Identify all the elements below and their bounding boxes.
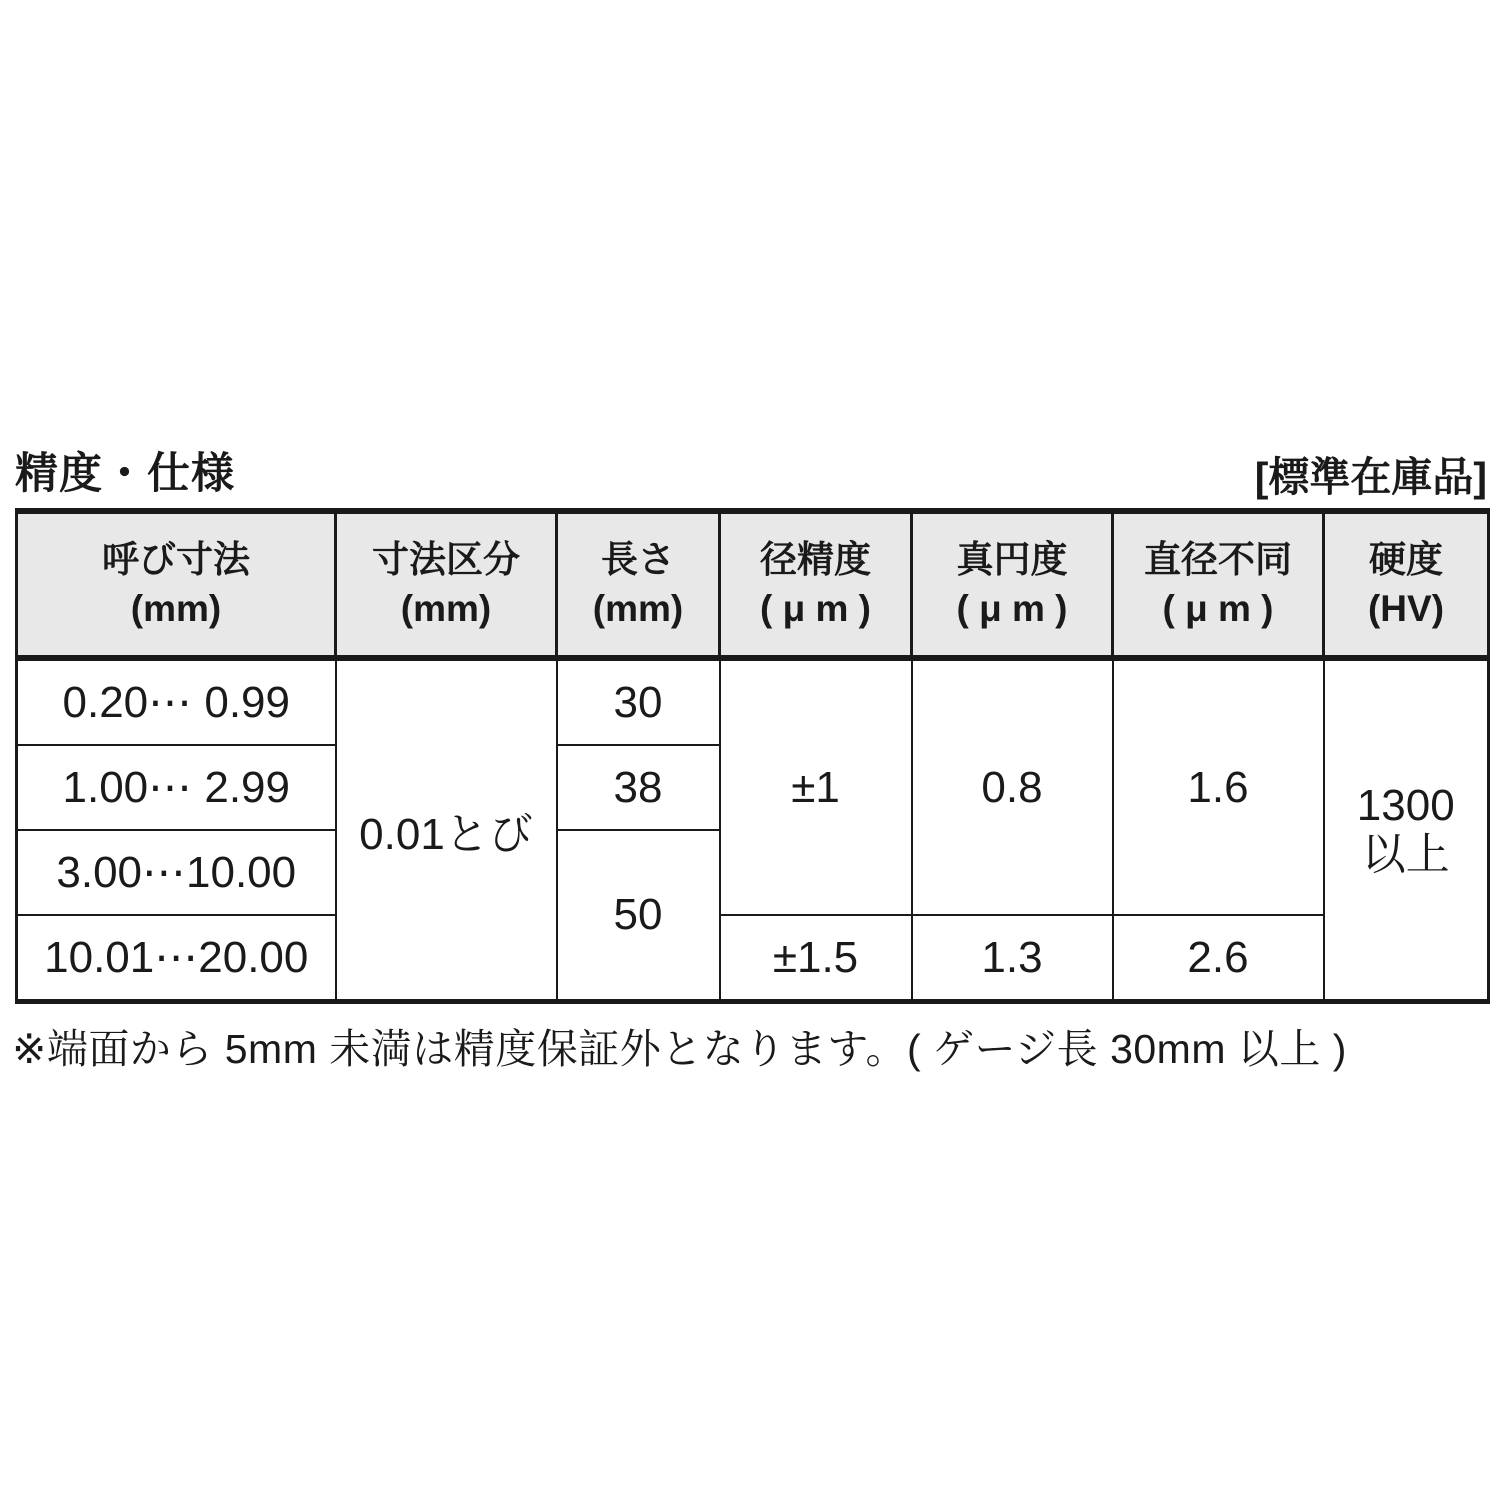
cell-length-38: 38 [557,745,720,830]
col-header-nominal-size [17,511,336,658]
col-header-size-division [336,511,557,658]
cell-nominal-range-2: 1.00⋯ 2.99 [17,745,336,830]
cell-diameter-variation-high: 2.6 [1113,915,1324,1002]
cell-hardness [1324,658,1489,1002]
col-header-hardness [1324,511,1489,658]
cell-diameter-variation-low: 1.6 [1113,658,1324,915]
table-row [17,658,1489,745]
cell-nominal-range-1: 0.20⋯ 0.99 [17,658,336,745]
hardness-value: 1300 [1356,780,1455,830]
col-header-title: 寸法区分 [372,538,520,580]
col-header-unit: ( μ m ) [956,587,1068,629]
cell-diameter-accuracy-high: ±1.5 [720,915,912,1002]
col-header-title: 直径不同 [1144,538,1292,580]
hardness-suffix: 以上 [1361,830,1450,879]
cell-nominal-range-4: 10.01⋯20.00 [17,915,336,1002]
cell-roundness-low: 0.8 [912,658,1113,915]
cell-diameter-accuracy-low: ±1 [720,658,912,915]
col-header-title: 呼び寸法 [102,538,250,580]
spec-table [15,508,1490,1004]
col-header-diameter-accuracy [720,511,912,658]
col-header-title: 長さ [601,538,675,580]
col-header-unit: (mm) [592,587,684,629]
col-header-roundness [912,511,1113,658]
accuracy-footnote: ※端面から 5mm 未満は精度保証外となります。( ゲージ長 30mm 以上 ) [12,1026,1347,1072]
cell-length-30: 30 [557,658,720,745]
col-header-unit: (mm) [400,587,492,629]
table-row [17,915,1489,1002]
stock-status-label: [標準在庫品] [1254,454,1487,500]
col-header-diameter-variation [1113,511,1324,658]
col-header-title: 硬度 [1369,538,1443,580]
cell-length-50: 50 [557,830,720,1002]
col-header-unit: ( μ m ) [759,587,872,629]
cell-nominal-range-3: 3.00⋯10.00 [17,830,336,915]
header-row [17,511,1489,658]
cell-roundness-high: 1.3 [912,915,1113,1002]
col-header-length [557,511,720,658]
cell-size-step: 0.01とび [336,658,557,1002]
col-header-unit: ( μ m ) [1162,587,1274,629]
col-header-title: 径精度 [760,538,871,580]
col-header-unit: (mm) [130,587,222,629]
col-header-title: 真円度 [956,538,1068,580]
page-title: 精度・仕様 [15,450,235,498]
col-header-unit: (HV) [1367,587,1445,629]
